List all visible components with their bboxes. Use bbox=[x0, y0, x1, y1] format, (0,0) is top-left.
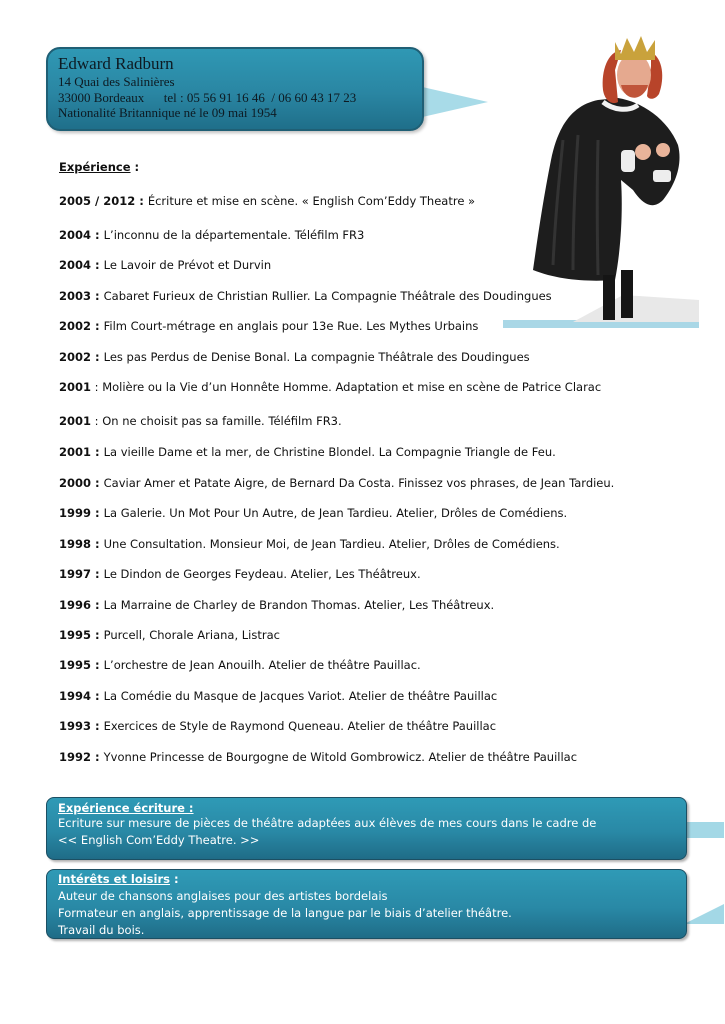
writing-line: Ecriture sur mesure de pièces de théâtre adaptées aux élèves de mes cours dans le cadre de bbox=[58, 816, 597, 830]
experience-heading bbox=[59, 160, 139, 174]
list-item bbox=[59, 476, 614, 490]
item-year: 2004 : bbox=[59, 228, 104, 242]
item-year: 2004 : bbox=[59, 258, 104, 272]
item-text: Le Dindon de Georges Feydeau. Atelier, Les Théâtreux. bbox=[103, 567, 421, 581]
interests-line: Travail du bois. bbox=[58, 923, 145, 937]
item-year: 2001 bbox=[59, 414, 92, 428]
experience-heading-label: Expérience bbox=[59, 160, 131, 174]
item-year: 1997 : bbox=[59, 567, 104, 581]
writing-line: << English Com’Eddy Theatre. >> bbox=[58, 833, 260, 847]
item-year: 2000 : bbox=[59, 476, 104, 490]
item-text: Film Court-métrage en anglais pour 13e Rue. Les Mythes Urbains bbox=[103, 319, 479, 333]
list-item bbox=[59, 598, 494, 612]
item-year: 1995 : bbox=[59, 628, 104, 642]
item-year: 2005 / 2012 : bbox=[59, 194, 148, 208]
item-text: L’orchestre de Jean Anouilh. Atelier de théâtre Pauillac. bbox=[103, 658, 421, 672]
interests-box bbox=[46, 869, 687, 939]
list-item bbox=[59, 445, 556, 459]
item-text: Yvonne Princesse de Bourgogne de Witold Gombrowicz. Atelier de théâtre Pauillac bbox=[103, 750, 578, 764]
item-year: 2002 : bbox=[59, 319, 104, 333]
portrait-photo bbox=[503, 30, 699, 322]
item-year: 2002 : bbox=[59, 350, 104, 364]
item-text: Exercices de Style de Raymond Queneau. Atelier de théâtre Pauillac bbox=[103, 719, 497, 733]
list-item bbox=[59, 319, 478, 333]
list-item bbox=[59, 228, 364, 242]
item-text: : Molière ou la Vie d’un Honnête Homme. Adaptation et mise en scène de Patrice Clarac bbox=[91, 380, 602, 394]
list-item bbox=[59, 350, 530, 364]
address-line: 14 Quai des Salinières bbox=[58, 74, 175, 89]
item-year: 1994 : bbox=[59, 689, 104, 703]
item-text: Purcell, Chorale Ariana, Listrac bbox=[103, 628, 280, 642]
item-year: 2001 : bbox=[59, 445, 104, 459]
interests-line: Formateur en anglais, apprentissage de la langue par le biais d’atelier théâtre. bbox=[58, 906, 512, 920]
item-text: Les pas Perdus de Denise Bonal. La compagnie Théâtrale des Doudingues bbox=[103, 350, 530, 364]
item-year: 1998 : bbox=[59, 537, 104, 551]
item-text: Écriture et mise en scène. « English Com’Eddy Theatre » bbox=[147, 194, 476, 208]
list-item bbox=[59, 628, 280, 642]
item-text: La vieille Dame et la mer, de Christine Blondel. La Compagnie Triangle de Feu. bbox=[103, 445, 556, 459]
item-year: 1999 : bbox=[59, 506, 104, 520]
item-year: 1993 : bbox=[59, 719, 104, 733]
list-item bbox=[59, 719, 496, 733]
list-item bbox=[59, 506, 567, 520]
list-item bbox=[59, 289, 552, 303]
item-text: Cabaret Furieux de Christian Rullier. La Compagnie Théâtrale des Doudingues bbox=[103, 289, 552, 303]
list-item bbox=[59, 414, 342, 428]
contact-block bbox=[58, 53, 356, 121]
list-item bbox=[59, 194, 475, 208]
item-year: 2003 : bbox=[59, 289, 104, 303]
city-phone-line: 33000 Bordeaux tel : 05 56 91 16 46 / 06 60 43 17 23 bbox=[58, 89, 357, 105]
interests-line: Auteur de chansons anglaises pour des artistes bordelais bbox=[58, 889, 388, 903]
writing-box-tail bbox=[684, 822, 724, 838]
interests-heading-suffix: : bbox=[169, 872, 179, 886]
item-text: La Comédie du Masque de Jacques Variot. Atelier de théâtre Pauillac bbox=[103, 689, 498, 703]
list-item bbox=[59, 750, 577, 764]
item-year: 2001 bbox=[59, 380, 92, 394]
person-name: Edward Radburn bbox=[58, 54, 174, 73]
interests-box-tail bbox=[684, 904, 724, 924]
list-item bbox=[59, 689, 497, 703]
item-year: 1995 : bbox=[59, 658, 104, 672]
list-item bbox=[59, 567, 421, 581]
writing-experience-box bbox=[46, 797, 687, 860]
item-text: La Galerie. Un Mot Pour Un Autre, de Jean Tardieu. Atelier, Drôles de Comédiens. bbox=[103, 506, 568, 520]
item-text: Caviar Amer et Patate Aigre, de Bernard Da Costa. Finissez vos phrases, de Jean Tardieu. bbox=[103, 476, 615, 490]
item-text: La Marraine de Charley de Brandon Thomas. Atelier, Les Théâtreux. bbox=[103, 598, 495, 612]
item-text: L’inconnu de la départementale. Téléfilm FR3 bbox=[103, 228, 365, 242]
item-year: 1992 : bbox=[59, 750, 104, 764]
item-text: : On ne choisit pas sa famille. Téléfilm FR3. bbox=[91, 414, 342, 428]
item-year: 1996 : bbox=[59, 598, 104, 612]
nationality-line: Nationalité Britannique né le 09 mai 1954 bbox=[58, 105, 277, 120]
experience-heading-suffix: : bbox=[130, 160, 140, 174]
item-text: Le Lavoir de Prévot et Durvin bbox=[103, 258, 272, 272]
item-text: Une Consultation. Monsieur Moi, de Jean Tardieu. Atelier, Drôles de Comédiens. bbox=[103, 537, 560, 551]
interests-heading bbox=[58, 871, 512, 888]
list-item bbox=[59, 258, 271, 272]
list-item bbox=[59, 380, 601, 394]
header-tail bbox=[418, 86, 488, 118]
interests-heading-label: Intérêts et loisirs bbox=[58, 872, 170, 886]
list-item bbox=[59, 658, 421, 672]
writing-heading: Expérience écriture : bbox=[58, 801, 194, 815]
list-item bbox=[59, 537, 560, 551]
